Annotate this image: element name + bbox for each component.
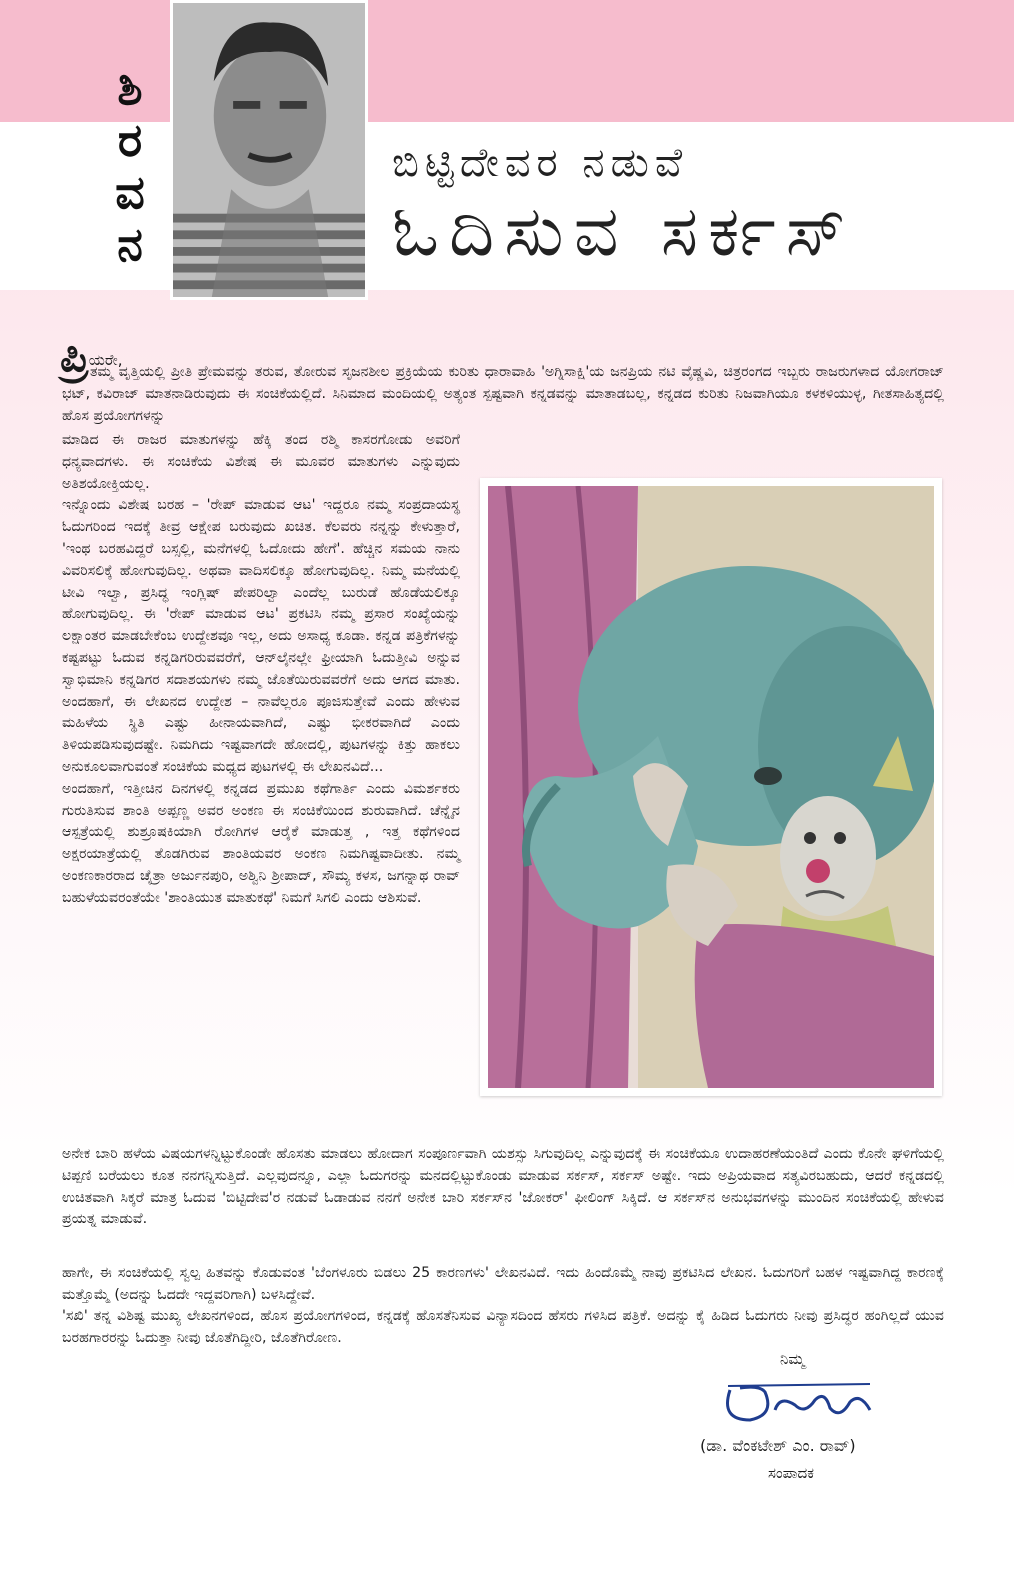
column-name-char: ವ [115, 165, 145, 219]
salutation-rest: ಯರೇ, [88, 351, 123, 369]
column-name-vertical [98, 62, 162, 270]
paragraph-column-c: ಅಂದಹಾಗೆ, ಇತ್ತೀಚಿನ ದಿನಗಳಲ್ಲಿ ಕನ್ನಡದ ಪ್ರಮುಖ ಕಥೆಗಾರ್ತಿ ಎಂದು ವಿಮರ್ಶಕರು ಗುರುತಿಸುವ ಶಾಂತಿ ಅಪ್ಪಣ್ಣ ಅವರ ಅಂಕಣ ಈ ಸಂಚಿಕೆಯಿಂದ ಶುರುವಾಗಿದೆ. ಚೆನ್ನೈನ ಆಸ್ಪತ್ರೆಯಲ್ಲಿ ಶುಶ್ರೂಷಕಿಯಾಗಿ ರೋಗಿಗಳ ಆರೈಕೆ ಮಾಡುತ್ತ , ಇತ್ತ ಕಥೆಗಳಿಂದ ಅಕ್ಷರಯಾತ್ರೆಯಲ್ಲಿ ತೊಡಗಿರುವ ಶಾಂತಿಯವರ ಅಂಕಣ ನಿಮಗಿಷ್ಟವಾದೀತು. ನಮ್ಮ ಅಂಕಣಕಾರರಾದ ಚೈತ್ರಾ ಅರ್ಜುನಪುರಿ, ಅಶ್ವಿನಿ ಶ್ರೀಪಾದ್, ಸೌಮ್ಯ ಕಳಸ, ಜಗನ್ನಾಥ ರಾವ್ ಬಹುಳೆಯವರಂತೆಯೇ 'ಶಾಂತಿಯುತ ಮಾತುಕಥೆ' ನಿಮಗೆ ಸಿಗಲಿ ಎಂದು ಆಶಿಸುವೆ. [62, 780, 460, 906]
paragraph-column-a: ಮಾಡಿದ ಈ ರಾಜರ ಮಾತುಗಳನ್ನು ಹೆಕ್ಕಿ ತಂದ ರಶ್ಮಿ ಕಾಸರಗೋಡು ಅವರಿಗೆ ಧನ್ಯವಾದಗಳು. ಈ ಸಂಚಿಕೆಯ ವಿಶೇಷ ಈ ಮೂವರ ಮಾತುಗಳು ಎನ್ನುವುದು ಅತಿಶಯೋಕ್ತಿಯಲ್ಲ. [62, 432, 460, 492]
elephant-clown-illustration [480, 478, 942, 1096]
paragraph-column-b: ಇನ್ನೊಂದು ವಿಶೇಷ ಬರಹ – 'ರೇಪ್ ಮಾಡುವ ಆಟ' ಇದ್ದರೂ ನಮ್ಮ ಸಂಪ್ರದಾಯಸ್ಥ ಓದುಗರಿಂದ ಇದಕ್ಕೆ ತೀವ್ರ ಆಕ್ಷೇಪ ಬರುವುದು ಖಚಿತ. ಕೆಲವರು ನನ್ನನ್ನು ಕೇಳುತ್ತಾರೆ, 'ಇಂಥ ಬರಹವಿದ್ದರೆ ಬಸ್ಸಲ್ಲಿ, ಮನೆಗಳಲ್ಲಿ ಓದೋದು ಹೇಗೆ'. ಹೆಚ್ಚಿನ ಸಮಯ ನಾನು ವಿವರಿಸಲಿಕ್ಕೆ ಹೋಗುವುದಿಲ್ಲ. ಅಥವಾ ವಾದಿಸಲಿಕ್ಕೂ ಹೋಗುವುದಿಲ್ಲ. ನಿಮ್ಮ ಮನೆಯಲ್ಲಿ ಟೀವಿ ಇಲ್ವಾ, ಪ್ರಸಿದ್ಧ ಇಂಗ್ಲಿಷ್ ಪೇಪರಿಲ್ವಾ ಎಂದೆಲ್ಲ ಬುರುಡೆ ಹೊಡೆಯಲಿಕ್ಕೂ ಹೋಗುವುದಿಲ್ಲ. ಈ 'ರೇಪ್ ಮಾಡುವ ಆಟ' ಪ್ರಕಟಿಸಿ ನಮ್ಮ ಪ್ರಸಾರ ಸಂಖ್ಯೆಯನ್ನು ಲಕ್ಷಾಂತರ ಮಾಡಬೇಕೆಂಬ ಉದ್ದೇಶವೂ ಇಲ್ಲ, ಅದು ಅಸಾಧ್ಯ ಕೂಡಾ. ಕನ್ನಡ ಪತ್ರಿಕೆಗಳನ್ನು ಕಷ್ಟಪಟ್ಟು ಓದುವ ಕನ್ನಡಿಗರಿರುವವರೆಗೆ, ಆನ್‌ಲೈನಲ್ಲೇ ಫ್ರೀಯಾಗಿ ಓದುತ್ತೀವಿ ಅನ್ನುವ ಸ್ವಾಭಿಮಾನಿ ಕನ್ನಡಿಗರ ಸದಾಶಯಗಳು ನಮ್ಮ ಜೊತೆಯಿರುವವರೆಗೆ ಅದು ಆಗದ ಮಾತು. ಅಂದಹಾಗೆ, ಈ ಲೇಖನದ ಉದ್ದೇಶ – ನಾವೆಲ್ಲರೂ ಪೂಜಿಸುತ್ತೇವೆ ಎಂದು ಹೇಳುವ ಮಹಿಳೆಯ ಸ್ಥಿತಿ ಎಷ್ಟು ಹೀನಾಯವಾಗಿದೆ, ಎಷ್ಟು ಭೀಕರವಾಗಿದೆ ಎಂದು ತಿಳಿಯಪಡಿಸುವುದಷ್ಟೇ. ನಿಮಗಿದು ಇಷ್ಟವಾಗದೇ ಹೋದಲ್ಲಿ, ಪುಟಗಳನ್ನು ಕಿತ್ತು ಹಾಕಲು ಅನುಕೂಲವಾಗುವಂತೆ ಸಂಚಿಕೆಯ ಮಧ್ಯದ ಪುಟಗಳಲ್ಲಿ ಈ ಲೇಖನವಿದೆ... [62, 497, 460, 775]
column-name-char: ರ [117, 113, 143, 167]
salutation-dropcap: ಪ್ರಿ [60, 332, 89, 381]
paragraph-sakhi: 'ಸಖಿ' ತನ್ನ ವಿಶಿಷ್ಟ ಮುಖ್ಯ ಲೇಖನಗಳಿಂದ, ಹೊಸ ಪ್ರಯೋಗಗಳಿಂದ, ಕನ್ನಡಕ್ಕೆ ಹೊಸತೆನಿಸುವ ವಿನ್ಯಾಸದಿಂದ ಹೆಸರು ಗಳಿಸಿದ ಪತ್ರಿಕೆ. ಅದನ್ನು ಕೈ ಹಿಡಿದ ಓದುಗರು ನೀವು ಪ್ರಸಿದ್ಧರ ಹಂಗಿಲ್ಲದೆ ಯುವ ಬರಹಗಾರರನ್ನು ಓದುತ್ತಾ ನೀವು ಜೊತೆಗಿದ್ದೀರಿ, ಜೊತೆಗಿರೋಣ. [62, 1308, 944, 1346]
headline-kicker: ಬಿಟ್ಟಿದೇವರ ನಡುವೆ [392, 140, 689, 186]
text-column [62, 430, 460, 910]
closing-word: ನಿಮ್ಮ [780, 1350, 805, 1368]
editor-signature [720, 1380, 880, 1430]
editor-portrait-photo [170, 0, 368, 300]
illustration-artwork [488, 486, 934, 1088]
editor-name: (ಡಾ. ವೆಂಕಟೇಶ್ ಎಂ. ರಾವ್) [700, 1436, 856, 1455]
column-name-char: ಶಿ [117, 61, 143, 115]
paragraph-bengaluru: ಹಾಗೇ, ಈ ಸಂಚಿಕೆಯಲ್ಲಿ ಸ್ವಲ್ಪ ಹಿತವನ್ನು ಕೊಡುವಂತ 'ಬೆಂಗಳೂರು ಬಿಡಲು 25 ಕಾರಣಗಳು' ಲೇಖನವಿದೆ. ಇದು ಹಿಂದೊಮ್ಮೆ ನಾವು ಪ್ರಕಟಿಸಿದ ಲೇಖನ. ಓದುಗರಿಗೆ ಬಹಳ ಇಷ್ಟವಾಗಿದ್ದ ಕಾರಣಕ್ಕೆ ಮತ್ತೊಮ್ಮೆ (ಅದನ್ನು ಓದದೇ ಇದ್ದವರಿಗಾಗಿ) ಬಳಸಿದ್ದೇವೆ. [62, 1265, 944, 1303]
editor-role: ಸಂಪಾದಕ [768, 1464, 814, 1482]
headline-title: ಓದಿಸುವ ಸರ್ಕಸ್ [392, 190, 856, 272]
paragraph-intro: ತಮ್ಮ ವೃತ್ತಿಯಲ್ಲಿ ಪ್ರೀತಿ ಪ್ರೇಮವನ್ನು ತರುವ, ತೋರುವ ಸೃಜನಶೀಲ ಪ್ರಕ್ರಿಯೆಯ ಕುರಿತು ಧಾರಾವಾಹಿ 'ಅಗ್ನಿಸಾಕ್ಷಿ'ಯ ಜನಪ್ರಿಯ ನಟಿ ವೈಷ್ಣವಿ, ಚಿತ್ರರಂಗದ ಇಬ್ಬರು ರಾಜರುಗಳಾದ ಯೋಗರಾಜ್ ಭಟ್, ಕವಿರಾಜ್ ಮಾತನಾಡಿರುವುದು ಈ ಸಂಚಿಕೆಯಲ್ಲಿದೆ. ಸಿನಿಮಾದ ಮಂದಿಯಲ್ಲಿ ಅತ್ಯಂತ ಸ್ಪಷ್ಟವಾಗಿ ಕನ್ನಡವನ್ನು ಮಾತಾಡಬಲ್ಲ, ಕನ್ನಡದ ಕುರಿತು ನಿಜವಾಗಿಯೂ ಕಳಕಳಿಯುಳ್ಳ, ಗೀತಸಾಹಿತ್ಯದಲ್ಲಿ ಹೊಸ ಪ್ರಯೋಗಗಳನ್ನು [62, 364, 944, 424]
column-name-char: ನ [117, 217, 143, 271]
paragraph-circus: ಅನೇಕ ಬಾರಿ ಹಳೆಯ ವಿಷಯಗಳನ್ನಿಟ್ಟುಕೊಂಡೇ ಹೊಸತು ಮಾಡಲು ಹೋದಾಗ ಸಂಪೂರ್ಣವಾಗಿ ಯಶಸ್ಸು ಸಿಗುವುದಿಲ್ಲ ಎನ್ನುವುದಕ್ಕೆ ಈ ಸಂಚಿಕೆಯೂ ಉದಾಹರಣೆಯಂತಿದೆ ಎಂದು ಕೊನೇ ಘಳಿಗೆಯಲ್ಲಿ ಟಿಪ್ಪಣಿ ಬರೆಯಲು ಕೂತ ನನಗನ್ನಿಸುತ್ತಿದೆ. ಎಲ್ಲವುದನ್ನೂ, ಎಲ್ಲಾ ಓದುಗರನ್ನು ಮನದಲ್ಲಿಟ್ಟುಕೊಂಡು ಮಾಡುವ ಸರ್ಕಸ್, ಸರ್ಕಸ್ ಅಷ್ಟೇ. ಇದು ಅಪ್ರಿಯವಾದ ಸತ್ಯವಿರಬಹುದು, ಆದರೆ ಕನ್ನಡದಲ್ಲಿ ಉಚಿತವಾಗಿ ಸಿಕ್ಕರೆ ಮಾತ್ರ ಓದುವ 'ಬಿಟ್ಟಿದೇವ'ರ ನಡುವೆ ಓಡಾಡುವ ನನಗೆ ಅನೇಕ ಬಾರಿ ಸರ್ಕಸ್‌ನ 'ಜೋಕರ್' ಫೀಲಿಂಗ್ ಸಿಕ್ಕಿದೆ. ಆ ಸರ್ಕಸ್‌ನ ಅನುಭವಗಳನ್ನು ಮುಂದಿನ ಸಂಚಿಕೆಯಲ್ಲಿ ಹೇಳುವ ಪ್ರಯತ್ನ ಮಾಡುವೆ. [62, 1146, 944, 1228]
portrait-illustration [173, 3, 365, 297]
